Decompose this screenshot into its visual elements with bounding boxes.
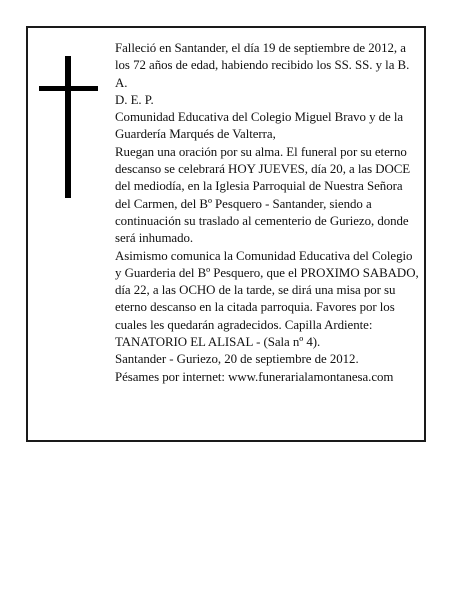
cross-vertical-bar [65, 56, 71, 198]
obituary-notice [26, 26, 426, 442]
funeral-details: Ruegan una oración por su alma. El funeral por su eterno descanso se celebrará HOY JUEVES, día 20, a las DOCE del mediodía, en la Iglesia Parroquial de Nuestra Señora del Carmen, del Bº Pesquero - Santander, siendo a continuación su traslado al cementerio de Guriezo, donde será inhumado. [115, 144, 411, 246]
rip-abbreviation: D. E. P. [115, 92, 154, 107]
cross-horizontal-bar [39, 86, 98, 91]
notice-text [115, 40, 421, 386]
mass-details: Asimismo comunica la Comunidad Educativa del Colegio y Guarderia del Bº Pesquero, que el PROXIMO SABADO, día 22, a las OCHO de la tarde, se dirá una misa por su eterno descanso en la citada parroquia. Favores por los cuales les quedarán agradecidos. Capilla Ardiente: TANATORIO EL ALISAL - (Sala nº 4). [115, 248, 419, 350]
condolences-website: Pésames por internet: www.funerarialamontanesa.com [115, 369, 394, 384]
community-heading: Comunidad Educativa del Colegio Miguel Bravo y de la Guardería Marqués de Valterra, [115, 110, 404, 142]
death-announcement: Falleció en Santander, el día 19 de septiembre de 2012, a los 72 años de edad, habiendo recibido los SS. SS. y la B. A. [115, 41, 410, 90]
place-and-date: Santander - Guriezo, 20 de septiembre de 2012. [115, 352, 359, 367]
